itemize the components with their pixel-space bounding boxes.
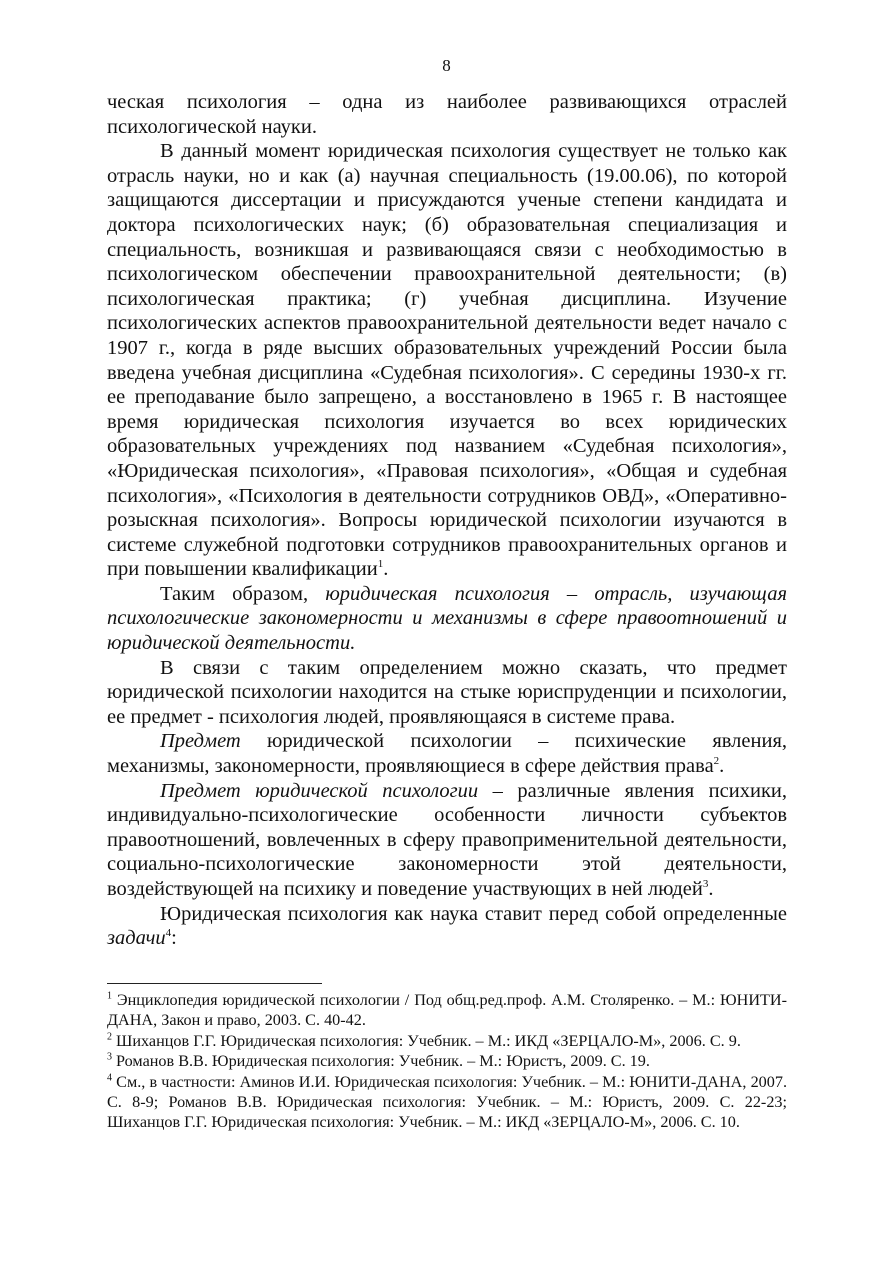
paragraph-status: [107, 139, 787, 582]
paragraph-continuation: ческая психология – одна из наиболее развивающихся отраслей психологической науки.: [107, 91, 787, 138]
footnotes: [107, 990, 787, 1133]
footnote-text: Романов В.В. Юридическая психология: Учебник. – М.: Юристъ, 2009. С. 19.: [112, 1052, 650, 1071]
paragraph-subject-definition: [107, 729, 787, 778]
footnote-3: [107, 1051, 787, 1071]
term-italic: Предмет: [160, 730, 241, 753]
paragraph-end: :: [171, 927, 177, 950]
term-italic: Предмет юридической психологии: [160, 779, 479, 802]
definition-italic: юридическая психология – отрасль, изучающая психологические закономерности и механизмы в сфере правоотношений и юридической деятельности.: [107, 582, 787, 655]
paragraph-text: В данный момент юридическая психология существует не только как отрасль науки, но и как (а) научная специальность (19.00.06), по которой защищаются диссертации и присуждаются ученые степени кандидата и доктора психологических наук; (б) образовательная специализация и специальность, возникшая и развивающаяся связи с необходимостью в психологическом обеспечении правоохранительной деятельности; (в) психологическая практика; (г) учебная дисциплина. Изучение психологических аспектов правоохранительной деятельности ведет начало с 1907 г., когда в ряде высших образовательных учреждений России была введена учебная дисциплина «Судебная психология». С середины 1930-х гг. ее преподавание было запрещено, а восстановлено в 1965 г. В настоящее время юридическая психология изучается во всех юридических образовательных учреждениях под названием «Судебная психология», «Юридическая психология», «Правовая психология», «Общая и судебная психология», «Психология в деятельности сотрудников ОВД», «Оперативно-розыскная психология». Вопросы юридической психологии изучаются в системе служебной подготовки сотрудников правоохранительных органов и при повышении квалификации: [107, 140, 787, 581]
paragraph-tasks: [107, 902, 787, 951]
paragraph-text: юридической психологии – психические явления, механизмы, закономерности, проявляющиеся в сфере действия права: [107, 730, 787, 778]
paragraph-subject: В связи с таким определением можно сказать, что предмет юридической психологии находится на стыке юриспруденции и психологии, ее предмет - психология людей, проявляющаяся в системе права.: [107, 656, 787, 728]
footnote-divider: [107, 983, 322, 984]
page-number: 8: [442, 56, 451, 75]
term-italic: задачи: [107, 927, 166, 950]
footnote-ref-1[interactable]: 1: [377, 558, 384, 571]
footnote-ref-2[interactable]: 2: [713, 755, 720, 768]
footnote-number: 1: [107, 990, 112, 1002]
footnote-1: [107, 990, 787, 1031]
footnote-text: Шиханцов Г.Г. Юридическая психология: Учебник. – М.: ИКД «ЗЕРЦАЛО-М», 2006. С. 9.: [112, 1031, 741, 1050]
paragraph-text: Таким образом,: [160, 582, 326, 605]
paragraph-end: .: [719, 755, 725, 778]
main-text: [107, 90, 787, 951]
footnote-2: [107, 1031, 787, 1051]
paragraph-text: – различные явления психики, индивидуально-психологические особенности личности субъектов правоотношений, вовлеченных в сферу правоприменительной деятельности, социально-психологические закономерности этой деятельности, воздействующей на психику и поведение участвующих в ней людей: [107, 779, 787, 900]
footnote-number: 2: [107, 1031, 112, 1043]
footnote-ref-4[interactable]: 4: [165, 927, 172, 940]
footnote-4: [107, 1072, 787, 1133]
footnote-number: 3: [107, 1051, 112, 1063]
paragraph-definition: [107, 582, 787, 656]
paragraph-subject-extended: [107, 779, 787, 902]
footnote-number: 4: [107, 1072, 112, 1084]
paragraph-end: .: [708, 878, 714, 900]
footnote-text: Энциклопедия юридической психологии / Под общ.ред.проф. А.М. Столяренко. – М.: ЮНИТИ-ДАНА, Закон и право, 2003. С. 40-42.: [107, 991, 787, 1030]
footnote-text: См., в частности: Аминов И.И. Юридическая психология: Учебник. – М.: ЮНИТИ-ДАНА, 2007. С. 8-9; Романов В.В. Юридическая психология: Учебник. – М.: Юристъ, 2009. С. 22-23; Шиханцов Г.Г. Юридическая психология: Учебник. – М.: ИКД «ЗЕРЦАЛО-М», 2006. С. 10.: [107, 1072, 787, 1132]
footnote-ref-3[interactable]: 3: [702, 878, 709, 891]
paragraph-end: .: [383, 558, 389, 581]
paragraph-text: Юридическая психология как наука ставит перед собой определенные: [160, 902, 787, 925]
